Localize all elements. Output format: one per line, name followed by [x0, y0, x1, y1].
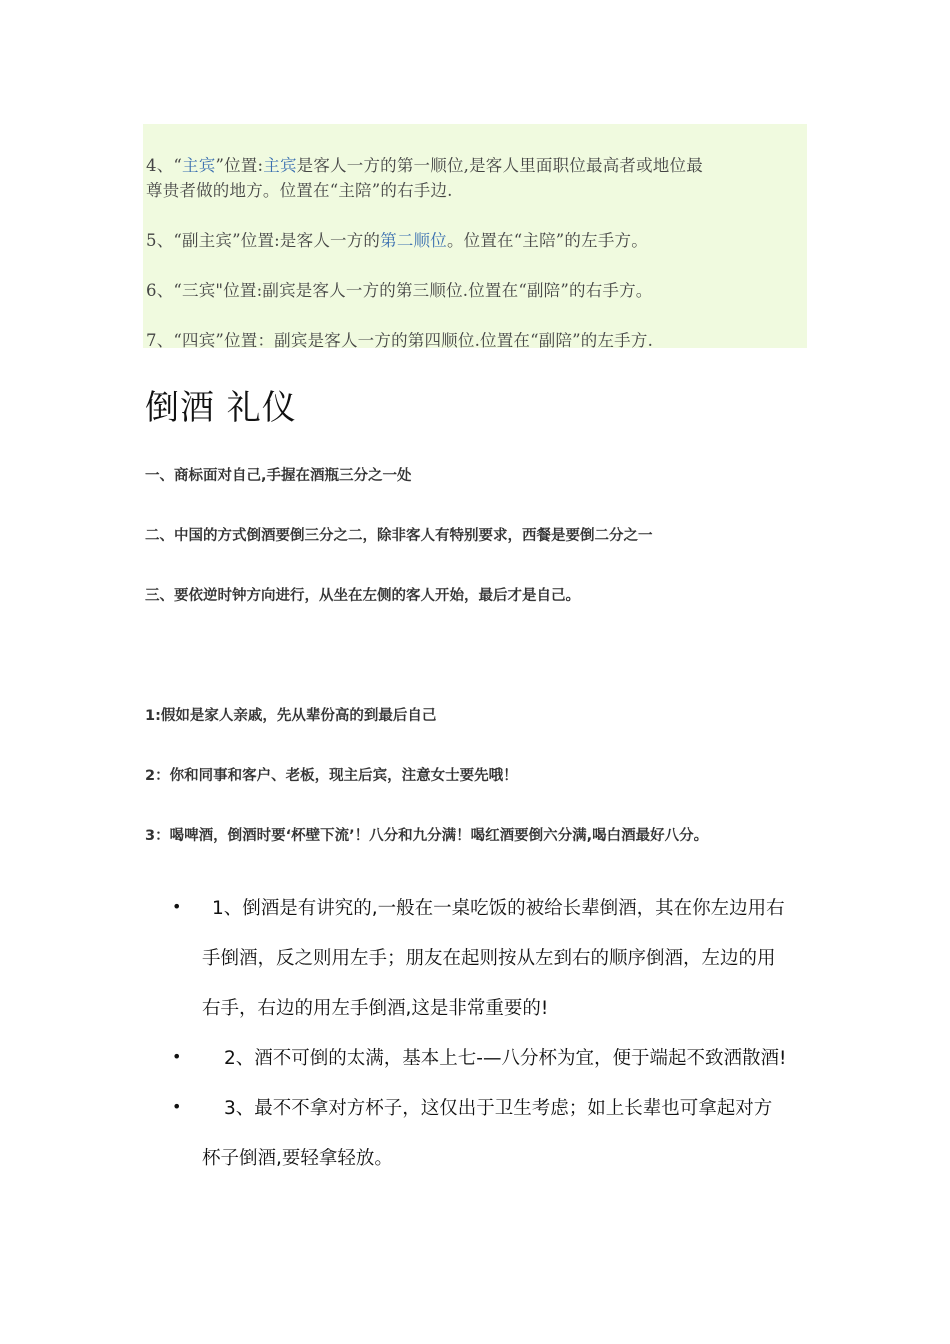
tip-1: 1:假如是家人亲戚，先从辈份高的到最后自己: [145, 708, 437, 724]
bullet-1-line-1: 1、倒酒是有讲究的,一般在一桌吃饭的被给长辈倒酒，其在你左边用右: [212, 898, 785, 919]
bullet-2-line-1: 2、酒不可倒的太满，基本上七-—八分杯为宜，便于端起不致洒散酒!: [224, 1048, 787, 1069]
position-4-cont: 尊贵者做的地方。位置在“主陪”的右手边.: [146, 181, 453, 200]
bullet-3-line-1: 3、最不不拿对方杯子，这仅出于卫生考虑；如上长辈也可拿起对方: [224, 1098, 773, 1119]
bullet-2-marker: •: [172, 1047, 182, 1066]
bullet-1-marker: •: [172, 897, 182, 916]
tip-3: 3：喝啤酒，倒酒时要‘杯壁下流’！八分和九分满！喝红酒要倒六分满,喝白酒最好八分。: [145, 828, 709, 844]
section-title: 倒酒 礼仪: [145, 388, 297, 428]
link-zhubin[interactable]: 主宾: [182, 156, 216, 175]
position-5-suffix: 。位置在“主陪”的左手方。: [446, 231, 648, 250]
position-5-line: [146, 227, 648, 251]
bullet-1-line-2: 手倒酒，反之则用左手；朋友在起则按从左到右的顺序倒酒，左边的用: [202, 948, 776, 969]
position-4-mid: ”位置:: [215, 156, 264, 175]
position-4-desc: 是客人一方的第一顺位,是客人里面职位最高者或地位最: [296, 156, 703, 175]
position-4-line: [146, 152, 703, 176]
link-zhubin-2[interactable]: 主宾: [263, 156, 297, 175]
bullet-3-line-2: 杯子倒酒,要轻拿轻放。: [202, 1148, 393, 1169]
tip-2: 2：你和同事和客户、老板，现主后宾，注意女士要先哦！: [145, 768, 518, 784]
rule-1: 一、商标面对自己,手握在酒瓶三分之一处: [145, 468, 412, 484]
position-5-prefix: 5、“副主宾”位置:是客人一方的: [146, 231, 381, 250]
position-7-line: 7、“四宾”位置：副宾是客人一方的第四顺位.位置在“副陪”的左手方.: [146, 331, 654, 350]
rule-2: 二、中国的方式倒酒要倒三分之二，除非客人有特别要求，西餐是要倒二分之一: [145, 528, 653, 544]
bullet-3-marker: •: [172, 1097, 182, 1116]
bullet-1-line-3: 右手，右边的用左手倒酒,这是非常重要的!: [202, 998, 549, 1019]
rule-3: 三、要依逆时钟方向进行，从坐在左侧的客人开始，最后才是自己。: [145, 588, 580, 604]
link-second-rank[interactable]: 第二顺位: [380, 231, 447, 250]
position-6-line: 6、“三宾"位置:副宾是客人一方的第三顺位.位置在“副陪”的右手方。: [146, 281, 653, 300]
position-4-prefix: 4、“: [146, 156, 183, 175]
